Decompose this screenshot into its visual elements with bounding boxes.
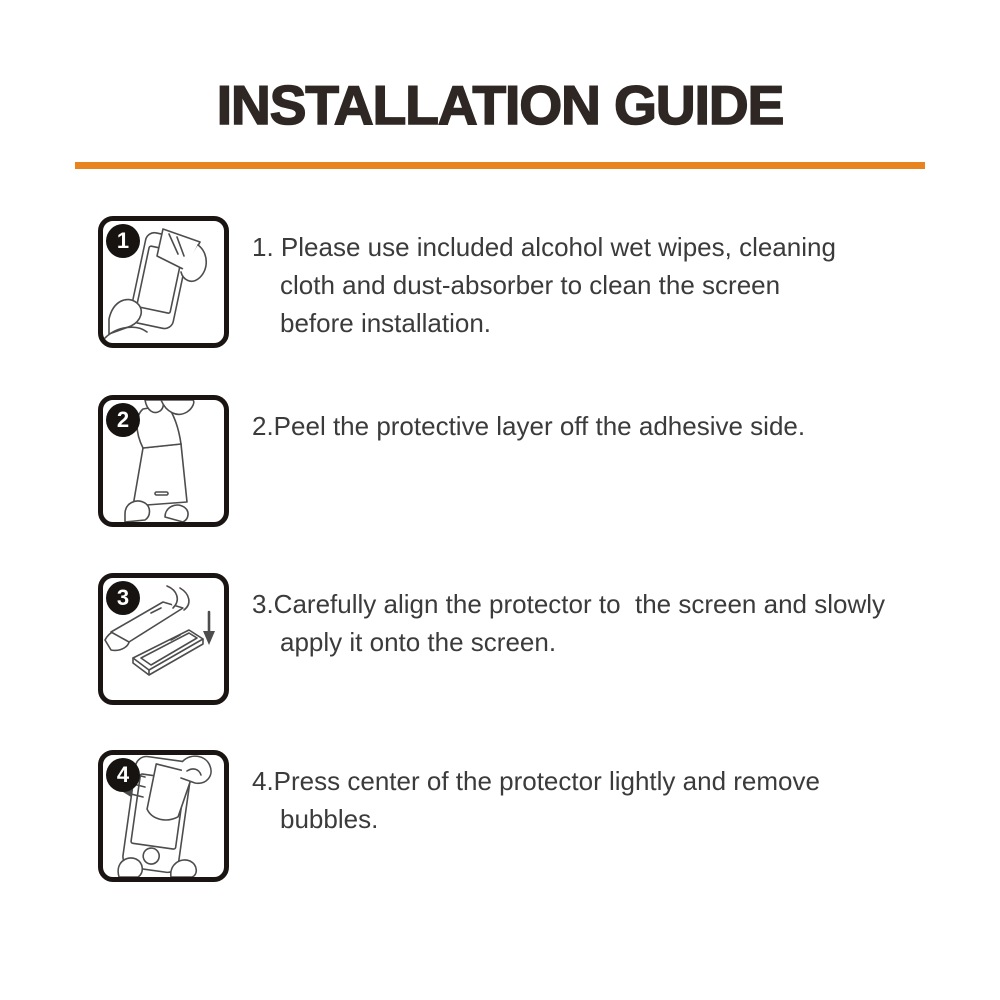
- step-3: [0, 573, 1000, 713]
- step-1-line-3: before installation.: [280, 308, 492, 338]
- step-4-badge: 4: [106, 758, 140, 792]
- step-3-badge: 3: [106, 581, 140, 615]
- step-3-line-1: 3.Carefully align the protector to the screen and slowly: [252, 589, 886, 619]
- step-1-line-1: 1. Please use included alcohol wet wipes, cleaning: [252, 232, 836, 262]
- step-4-figure: [98, 750, 229, 882]
- step-1-figure: [98, 216, 229, 348]
- step-2-text: [252, 407, 805, 445]
- step-4-line-1: 4.Press center of the protector lightly and remove: [252, 766, 820, 796]
- step-2: [0, 395, 1000, 535]
- step-2-badge: 2: [106, 403, 140, 437]
- step-4: [0, 750, 1000, 890]
- step-1: [0, 216, 1000, 356]
- step-2-line-1: 2.Peel the protective layer off the adhesive side.: [252, 411, 806, 441]
- title-divider: [75, 162, 925, 169]
- step-4-line-2: bubbles.: [280, 804, 379, 834]
- step-4-text: [252, 762, 820, 838]
- step-1-text: [252, 228, 836, 342]
- page-title: INSTALLATION GUIDE: [216, 74, 784, 136]
- step-3-line-2: apply it onto the screen.: [280, 627, 557, 657]
- step-3-text: [252, 585, 885, 661]
- step-3-figure: [98, 573, 229, 705]
- step-2-figure: [98, 395, 229, 527]
- step-1-line-2: cloth and dust-absorber to clean the screen: [280, 270, 781, 300]
- step-1-badge: 1: [106, 224, 140, 258]
